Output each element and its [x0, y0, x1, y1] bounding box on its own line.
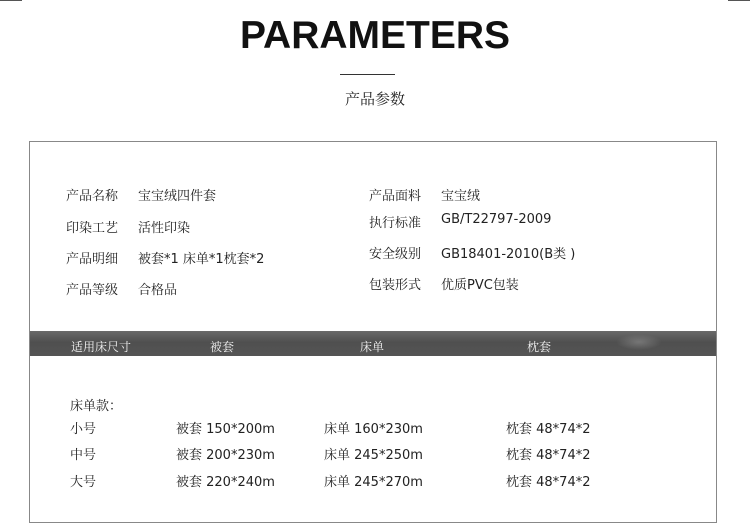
param-label: 产品名称: [66, 189, 119, 204]
param-label: 包装形式: [369, 278, 422, 293]
header-duvet: 被套: [210, 340, 235, 354]
pillowcase-size: 枕套 48*74*2: [506, 448, 591, 463]
sheet-size: 床单 245*250m: [324, 448, 423, 463]
param-label: 安全级别: [369, 247, 422, 262]
param-value: 宝宝绒四件套: [138, 189, 217, 204]
header-smudge: [616, 334, 662, 350]
param-label: 产品面料: [369, 189, 422, 204]
param-label: 执行标准: [369, 216, 422, 231]
header-bed-size: 适用床尺寸: [71, 340, 132, 354]
header-pillowcase: 枕套: [527, 340, 552, 354]
size-name: 小号: [70, 422, 97, 437]
size-name: 中号: [70, 448, 97, 463]
page-title: PARAMETERS: [239, 14, 511, 57]
sheet-style-label: 床单款：: [70, 399, 123, 414]
page-subtitle: 产品参数: [344, 90, 405, 108]
duvet-size: 被套 150*200m: [176, 422, 275, 437]
param-value: 合格品: [138, 283, 178, 298]
title-divider: [340, 74, 395, 75]
param-label: 产品等级: [66, 283, 119, 298]
param-value: 被套*1 床单*1枕套*2: [138, 252, 265, 267]
header-sheet: 床单: [360, 340, 385, 354]
param-value: 宝宝绒: [441, 189, 481, 204]
duvet-size: 被套 220*240m: [176, 475, 275, 490]
param-label: 产品明细: [66, 252, 119, 267]
param-label: 印染工艺: [66, 221, 119, 236]
corner-mark-right: [728, 0, 750, 11]
param-value: GB/T22797-2009: [441, 212, 552, 227]
sheet-size: 床单 160*230m: [324, 422, 423, 437]
pillowcase-size: 枕套 48*74*2: [506, 475, 591, 490]
param-value: 优质PVC包装: [441, 278, 519, 293]
corner-mark-left: [0, 0, 22, 11]
pillowcase-size: 枕套 48*74*2: [506, 422, 591, 437]
size-name: 大号: [70, 475, 97, 490]
param-value: 活性印染: [138, 221, 191, 236]
duvet-size: 被套 200*230m: [176, 448, 275, 463]
param-value: GB18401-2010(B类 ): [441, 247, 576, 262]
sheet-size: 床单 245*270m: [324, 475, 423, 490]
